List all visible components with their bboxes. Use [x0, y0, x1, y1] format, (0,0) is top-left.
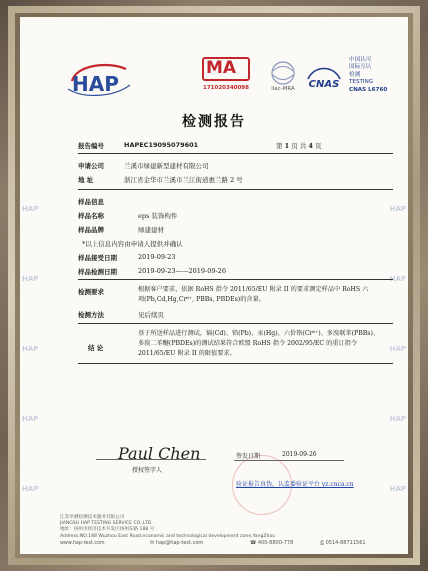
authorized-signatory-label: 授权签字人 [132, 467, 163, 474]
cnas-line: 国际互认 [349, 64, 372, 71]
hap-watermark-right: HAP [389, 345, 406, 353]
signature-line [96, 459, 206, 460]
requirement-label: 检测要求 [78, 288, 104, 296]
footer-fax: ⎙ 0514-88711561 [320, 540, 366, 546]
cnas-line: CNAS L6760 [349, 86, 388, 93]
divider [78, 189, 393, 190]
divider [78, 279, 393, 280]
applicant-label: 申请公司 [78, 162, 104, 170]
cma-number: 171020340098 [203, 85, 249, 91]
footer-line: 地址：扬州市经济技术开发区扬州东路 188 号 [60, 527, 155, 533]
issue-date-value: 2019-09-26 [282, 451, 317, 458]
hap-watermark-left: HAP [22, 415, 39, 423]
divider [78, 363, 393, 364]
hap-logo-text: HAP [72, 72, 119, 96]
hap-watermark-left: HAP [22, 485, 39, 493]
received-date-value: 2019-09-23 [138, 253, 176, 261]
sample-info-label: 样品信息 [78, 198, 104, 206]
hap-watermark-right: HAP [389, 415, 406, 423]
method-label: 检测方法 [78, 311, 104, 319]
sample-name-label: 样品名称 [78, 212, 104, 220]
cma-logo [198, 57, 254, 97]
method-value: 见后续页 [138, 311, 164, 319]
footer-line: 江苏华测检测技术服务有限公司 [60, 515, 125, 520]
sample-name-value: eps 装饰构件 [138, 212, 178, 220]
sample-note: *以上信息内容由申请人提供并确认 [82, 240, 183, 248]
hap-watermark-left: HAP [22, 275, 39, 283]
conclusion-line: 多溴二苯醚(PBDEs)的测试结果符合欧盟 RoHS 指令 2002/95/EC 的重订指令 [138, 340, 358, 347]
report-no-label: 报告编号 [78, 142, 104, 150]
hap-watermark-left: HAP [22, 205, 39, 213]
footer-address [60, 515, 400, 540]
ilac-mra-logo [265, 59, 301, 93]
hap-watermark-right: HAP [389, 205, 406, 213]
cma-text: MA [206, 58, 237, 78]
conclusion-line: 2011/65/EU 附录 II 的限值要求。 [138, 350, 236, 357]
address-label: 地 址 [78, 176, 94, 184]
cnas-line: TESTING [349, 79, 374, 86]
requirement-line: 根据客户要求，依据 RoHS 指令 2011/65/EU 附录 II 的要求测定样品中 RoHS 六 [138, 286, 369, 293]
received-date-label: 样品接受日期 [78, 254, 117, 262]
sample-brand-label: 样品品牌 [78, 226, 104, 234]
requirement-line: 项(Pb,Cd,Hg,Cr⁶⁺, PBBs, PBDEs)的含量。 [138, 296, 265, 303]
address-value: 浙江省金华市兰溪市兰江街道惠兰路 2 号 [124, 176, 243, 184]
signature [116, 437, 206, 467]
footer-website[interactable]: www.hap-test.com [60, 541, 105, 546]
hap-watermark-right: HAP [389, 275, 406, 283]
hap-watermark-left: HAP [22, 345, 39, 353]
sample-brand-value: 绿建建材 [138, 226, 164, 234]
divider [78, 323, 393, 324]
cnas-accreditation-text [349, 57, 401, 94]
cnas-text: CNAS [308, 79, 340, 90]
hap-watermark-right: HAP [389, 485, 406, 493]
cnas-logo [304, 61, 344, 95]
ilac-text: ilac-MRA [271, 86, 295, 92]
signature-text: Paul Chen [118, 444, 201, 463]
test-period-value: 2019-09-23——2019-09-26 [138, 267, 226, 275]
certificate-document [20, 17, 408, 554]
footer-line: JIANGSU HAP TESTING SERVICE CO.,LTD [60, 521, 152, 527]
hap-logo [64, 59, 134, 101]
test-period-label: 样品检测日期 [78, 268, 117, 276]
divider [78, 153, 393, 154]
cnas-line: 中国认可 [349, 57, 372, 63]
conclusion-label: 结 论 [88, 344, 104, 352]
report-no-value: HAPEC19095079601 [124, 141, 199, 149]
footer-phone: ☎ 400-8800-778 [250, 540, 294, 546]
conclusion-text [138, 329, 379, 359]
page-title: 检测报告 [182, 114, 246, 130]
date-line [234, 460, 344, 461]
footer-email[interactable]: ✉ hap@hap-test.com [150, 540, 204, 546]
footer-line: Address:NO.188 Wuzhou East Road,economic and technological development zone,YangZhou [60, 533, 276, 539]
conclusion-line: 基于所送样品进行测试，镉(Cd)、铅(Pb)、汞(Hg)、六价铬(Cr⁶⁺)、多溴联苯(PBBs)、 [138, 330, 380, 337]
cnas-line: 检测 [349, 71, 361, 78]
requirement-text [138, 285, 368, 305]
issue-date-label: 签发日期 [236, 453, 261, 460]
applicant-value: 兰溪市绿建新型建材有限公司 [124, 162, 209, 170]
verify-link[interactable]: 验证报告真伪，认监委验证平台 yz.cnca.cn [236, 481, 354, 488]
page-label: 第 1 页 共 4 页 [276, 142, 322, 150]
